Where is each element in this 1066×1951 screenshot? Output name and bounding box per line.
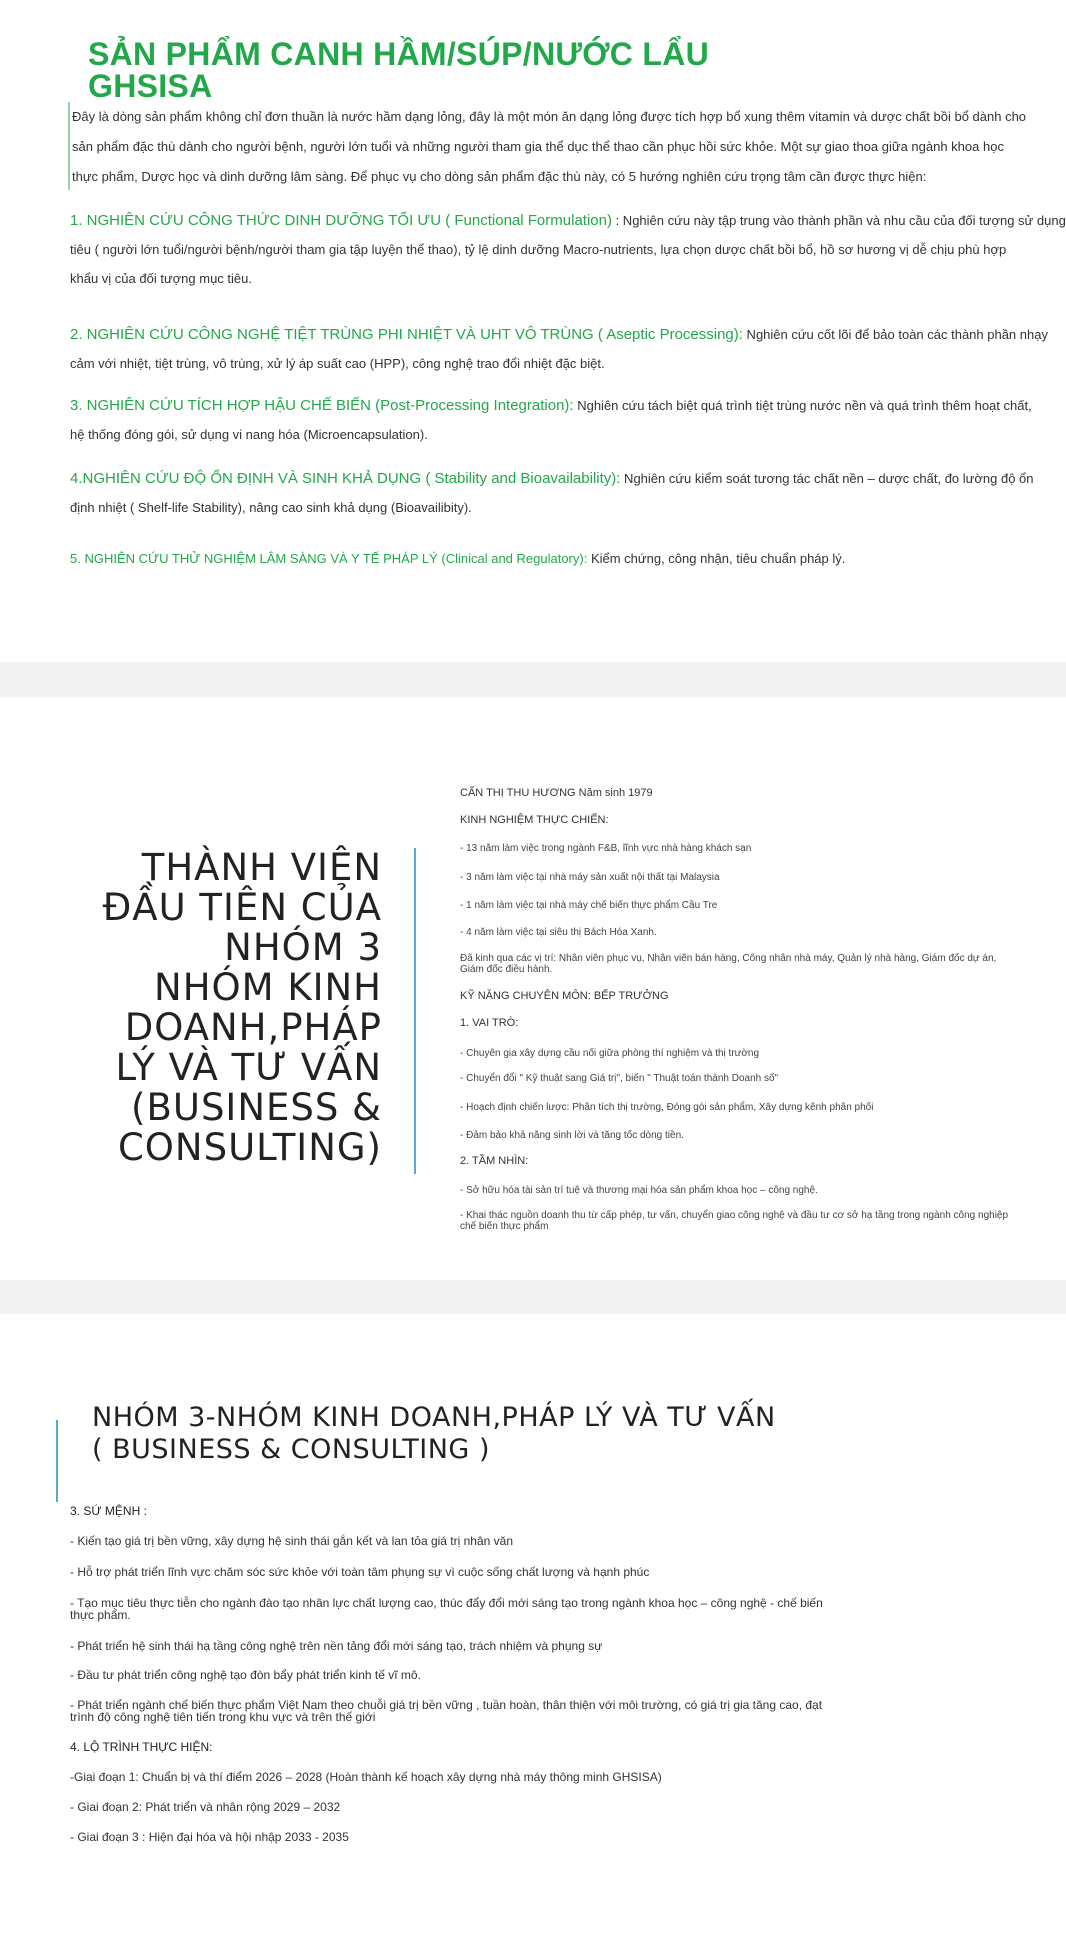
member-line: - 13 năm làm việc trong ngành F&B, lĩnh vực nhà hàng khách sạn: [460, 843, 752, 854]
research-text-5: Kiểm chứng, công nhận, tiêu chuẩn pháp lý.: [587, 551, 846, 566]
research-heading-2: 2. NGHIÊN CỨU CÔNG NGHỆ TIỆT TRÙNG PHI NHIỆT VÀ UHT VÔ TRÙNG ( Aseptic Processing):: [70, 326, 743, 343]
intro-line: Đây là dòng sản phẩm không chỉ đơn thuần là nước hầm dạng lỏng, đây là một món ăn dạng lỏng được tích hợp bổ xung thêm vitamin và dược chất bồi bổ dành cho: [72, 109, 1027, 124]
member-vision-heading: 2. TẦM NHÌN:: [460, 1155, 529, 1167]
member-line: Đã kinh qua các vị trí: Nhân viên phục vụ, Nhân viên bán hàng, Công nhân nhà máy, Quản lý nhà hàng, Giám đốc dự án,: [460, 953, 997, 964]
member-line: - 4 năm làm việc tại siêu thị Bách Hóa Xanh.: [460, 927, 657, 938]
intro-line: sản phẩm đặc thù dành cho người bệnh, người lớn tuổi và những người tham gia thể dục thể thao cần phục hồi sức khỏe. Một sự giao thoa giữa ngành khoa học: [72, 139, 1004, 154]
research-line: cảm với nhiệt, tiệt trùng, vô trùng, xử lý áp suất cao (HPP), công nghệ trao đổi nhiệt đặc biệt.: [70, 356, 605, 371]
member-line: - Khai thác nguồn doanh thu từ cấp phép, tư vấn, chuyển giao công nghệ và đầu tư cơ sở hạ tầng trong ngành công nghiệp: [460, 1210, 1009, 1221]
group-accent-bar: [56, 1420, 58, 1502]
member-role-heading: 1. VAI TRÒ:: [460, 1017, 519, 1029]
intro-paragraph: [72, 102, 1066, 192]
member-title-line: NHÓM KINH: [154, 966, 382, 1009]
research-line: tiêu ( người lớn tuổi/người bệnh/người tham gia tập luyện thể thao), tỷ lệ dinh dưỡng Macro-nutrients, lựa chọn dược chất bồi bổ, hồ sơ hương vị dễ chịu phù hợp: [70, 242, 1007, 257]
mission-line: - Kiến tạo giá trị bền vững, xây dựng hệ sinh thái gắn kết và lan tỏa giá trị nhân văn: [70, 1534, 514, 1548]
research-text-3: Nghiên cứu tách biệt quá trình tiệt trùng nước nền và quá trình thêm hoạt chất,: [573, 398, 1032, 413]
member-title-line: ĐẦU TIÊN CỦA: [102, 886, 382, 929]
research-text-1: : Nghiên cứu này tập trung vào thành phần và nhu cầu của đối tượng sử dụng: [611, 213, 1066, 228]
member-accent-bar: [414, 848, 416, 1174]
research-line: hệ thống đóng gói, sử dụng vi nang hóa (Microencapsulation).: [70, 427, 428, 442]
research-text-4: Nghiên cứu kiểm soát tương tác chất nền – dược chất, đo lường độ ổn: [620, 471, 1034, 486]
member-slide-title: [82, 848, 382, 1168]
research-section-2: [70, 320, 1066, 378]
product-title-line-1: SẢN PHẨM CANH HẦM/SÚP/NƯỚC LẨU: [88, 36, 710, 72]
mission-line: - Phát triển ngành chế biến thực phẩm Việt Nam theo chuỗi giá trị bền vững , tuần hoàn, thân thiện với môi trường, có giá trị gia tăng cao, đạt: [70, 1698, 823, 1712]
research-heading-3: 3. NGHIÊN CỨU TÍCH HỢP HẬU CHẾ BIẾN (Post-Processing Integration):: [70, 397, 574, 414]
mission-line: - Hỗ trợ phát triển lĩnh vực chăm sóc sức khỏe với toàn tâm phụng sự vì cuộc sống chất lượng và hạnh phúc: [70, 1565, 650, 1579]
member-experience-heading: KINH NGHIỆM THỰC CHIẾN:: [460, 814, 609, 826]
mission-line: - Đầu tư phát triển công nghệ tạo đòn bẩy phát triển kinh tế vĩ mô.: [70, 1668, 421, 1682]
member-line: - Đảm bảo khả năng sinh lời và tăng tốc dòng tiền.: [460, 1130, 684, 1141]
research-section-4: [70, 464, 1066, 522]
member-line: - 3 năm làm việc tại nhà máy sản xuất nội thất tại Malaysia: [460, 872, 720, 883]
member-title-line: LÝ VÀ TƯ VẤN: [115, 1046, 382, 1089]
member-line: chế biến thực phẩm: [460, 1221, 549, 1232]
research-heading-5: 5. NGHIÊN CỨU THỬ NGHIỆM LÂM SÀNG VÀ Y TẾ PHÁP LÝ (Clinical and Regulatory):: [70, 551, 588, 566]
research-heading-1: 1. NGHIÊN CỨU CÔNG THỨC DINH DƯỠNG TỐI ƯU ( Functional Formulation): [70, 212, 612, 229]
research-line: định nhiệt ( Shelf-life Stability), nâng cao sinh khả dụng (Bioavailibity).: [70, 500, 472, 515]
group-title-line-2: ( BUSINESS & CONSULTING ): [92, 1434, 490, 1465]
product-title-line-2: GHSISA: [88, 68, 213, 104]
group-title-line-1: NHÓM 3-NHÓM KINH DOANH,PHÁP LÝ VÀ TƯ VẤN: [92, 1402, 776, 1433]
member-title-line: THÀNH VIÊN: [141, 846, 382, 889]
member-title-line: CONSULTING): [117, 1126, 382, 1169]
mission-line: trình độ công nghệ tiên tiến trong khu vực và trên thế giới: [70, 1710, 376, 1724]
intro-accent-bar: [68, 102, 70, 190]
mission-line: - Phát triển hệ sinh thái hạ tầng công nghệ trên nền tảng đổi mới sáng tạo, trách nhiệm và phụng sự: [70, 1639, 603, 1653]
group-title: [92, 1402, 776, 1466]
member-skill-heading: KỸ NĂNG CHUYÊN MÔN: BẾP TRƯỞNG: [460, 990, 669, 1002]
research-text-2: Nghiên cứu cốt lõi để bảo toàn các thành phần nhạy: [742, 327, 1048, 342]
mission-line: thực phẩm.: [70, 1608, 131, 1622]
mission-heading: 3. SỨ MỆNH :: [70, 1504, 147, 1518]
research-line: khẩu vị của đối tượng mục tiêu.: [70, 271, 252, 286]
intro-line: thực phẩm, Dược học và dinh dưỡng lâm sàng. Để phục vụ cho dòng sản phẩm đặc thù này, có 5 hướng nghiên cứu trọng tâm cần được thực hiện:: [72, 169, 927, 184]
roadmap-heading: 4. LỘ TRÌNH THỰC HIỆN:: [70, 1740, 213, 1754]
member-line: - Sở hữu hóa tài sản trí tuệ và thương mại hóa sản phẩm khoa học – công nghệ.: [460, 1185, 818, 1196]
research-heading-4: 4.NGHIÊN CỨU ĐỘ ỔN ĐỊNH VÀ SINH KHẢ DỤNG ( Stability and Bioavailability):: [70, 470, 621, 487]
research-section-1: [70, 206, 1066, 293]
member-title-line: (BUSINESS &: [131, 1086, 382, 1129]
member-title-line: NHÓM 3: [224, 926, 382, 969]
roadmap-line: - Giai đoạn 3 : Hiện đại hóa và hội nhập 2033 - 2035: [70, 1830, 349, 1844]
member-line: - Hoạch định chiến lược: Phân tích thị trường, Đóng gói sản phẩm, Xây dựng kênh phân phối: [460, 1102, 874, 1113]
member-line: Giám đốc điều hành.: [460, 964, 553, 975]
mission-line: - Tạo mục tiêu thực tiễn cho ngành đào tạo nhân lực chất lượng cao, thúc đẩy đổi mới sáng tạo trong ngành khoa học – công nghệ - chế biến: [70, 1596, 823, 1610]
member-line: - Chuyên gia xây dựng cầu nối giữa phòng thí nghiệm và thị trường: [460, 1048, 760, 1059]
member-line: - 1 năm làm việc tại nhà máy chế biến thực phẩm Cầu Tre: [460, 900, 718, 911]
roadmap-line: -Giai đoạn 1: Chuẩn bị và thí điểm 2026 – 2028 (Hoàn thành kế hoạch xây dựng nhà máy thông minh GHSISA): [70, 1770, 662, 1784]
research-section-3: [70, 391, 1066, 449]
roadmap-line: - Giai đoạn 2: Phát triển và nhân rộng 2029 – 2032: [70, 1800, 341, 1814]
member-title-line: DOANH,PHÁP: [124, 1006, 382, 1049]
research-section-5: [70, 544, 1066, 573]
product-title: [88, 38, 709, 102]
member-line: - Chuyển đổi " Kỹ thuật sang Giá trị", biến " Thuật toán thành Doanh số": [460, 1073, 779, 1084]
member-name: CẤN THỊ THU HƯƠNG Năm sinh 1979: [460, 787, 653, 799]
